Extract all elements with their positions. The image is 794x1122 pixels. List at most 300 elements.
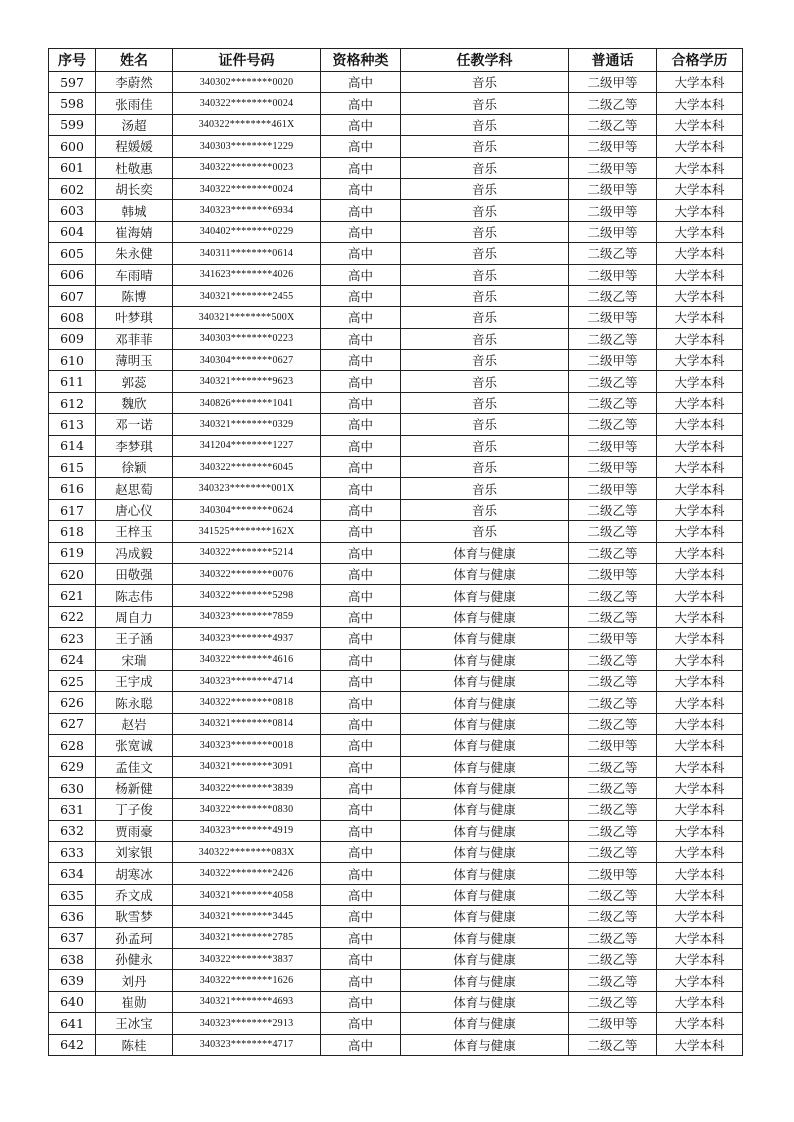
name-cell: 王冰宝 xyxy=(96,1013,173,1034)
name-cell: 张宽诚 xyxy=(96,735,173,756)
id-number-cell: 340322********1626 xyxy=(173,970,321,991)
name-cell: 张雨佳 xyxy=(96,93,173,114)
subject-cell: 音乐 xyxy=(401,328,569,349)
subject-cell: 音乐 xyxy=(401,243,569,264)
subject-cell: 音乐 xyxy=(401,499,569,520)
name-cell: 宋瑞 xyxy=(96,649,173,670)
subject-cell: 音乐 xyxy=(401,93,569,114)
mandarin-level-cell: 二级乙等 xyxy=(569,777,657,798)
seq-cell: 601 xyxy=(49,157,96,178)
table-row xyxy=(49,949,743,970)
table-row xyxy=(49,371,743,392)
table-row xyxy=(49,307,743,328)
name-cell: 刘丹 xyxy=(96,970,173,991)
id-number-cell: 340321********2455 xyxy=(173,285,321,306)
education-cell: 大学本科 xyxy=(657,72,743,93)
education-cell: 大学本科 xyxy=(657,927,743,948)
header-education: 合格学历 xyxy=(657,49,743,72)
subject-cell: 体育与健康 xyxy=(401,649,569,670)
qualification-type-cell: 高中 xyxy=(321,949,401,970)
qualification-type-cell: 高中 xyxy=(321,970,401,991)
name-cell: 胡长奕 xyxy=(96,178,173,199)
education-cell: 大学本科 xyxy=(657,585,743,606)
education-cell: 大学本科 xyxy=(657,756,743,777)
name-cell: 崔海婧 xyxy=(96,221,173,242)
mandarin-level-cell: 二级乙等 xyxy=(569,799,657,820)
qualification-type-cell: 高中 xyxy=(321,692,401,713)
qualification-type-cell: 高中 xyxy=(321,713,401,734)
id-number-cell: 340322********0830 xyxy=(173,799,321,820)
id-number-cell: 340302********0020 xyxy=(173,72,321,93)
table-row xyxy=(49,735,743,756)
seq-cell: 619 xyxy=(49,542,96,563)
mandarin-level-cell: 二级甲等 xyxy=(569,136,657,157)
table-row xyxy=(49,264,743,285)
subject-cell: 音乐 xyxy=(401,200,569,221)
mandarin-level-cell: 二级乙等 xyxy=(569,906,657,927)
table-row xyxy=(49,521,743,542)
header-subject: 任教学科 xyxy=(401,49,569,72)
qualification-type-cell: 高中 xyxy=(321,927,401,948)
qualification-type-cell: 高中 xyxy=(321,328,401,349)
table-row xyxy=(49,392,743,413)
education-cell: 大学本科 xyxy=(657,1034,743,1055)
education-cell: 大学本科 xyxy=(657,649,743,670)
education-cell: 大学本科 xyxy=(657,906,743,927)
qualification-type-cell: 高中 xyxy=(321,157,401,178)
id-number-cell: 340321********0329 xyxy=(173,414,321,435)
id-number-cell: 340322********3837 xyxy=(173,949,321,970)
name-cell: 汤超 xyxy=(96,114,173,135)
id-number-cell: 341623********4026 xyxy=(173,264,321,285)
education-cell: 大学本科 xyxy=(657,799,743,820)
seq-cell: 613 xyxy=(49,414,96,435)
name-cell: 徐颖 xyxy=(96,457,173,478)
subject-cell: 体育与健康 xyxy=(401,542,569,563)
name-cell: 王梓玉 xyxy=(96,521,173,542)
qualification-type-cell: 高中 xyxy=(321,799,401,820)
subject-cell: 音乐 xyxy=(401,136,569,157)
subject-cell: 体育与健康 xyxy=(401,735,569,756)
table-row xyxy=(49,927,743,948)
table-row xyxy=(49,114,743,135)
mandarin-level-cell: 二级乙等 xyxy=(569,820,657,841)
seq-cell: 607 xyxy=(49,285,96,306)
mandarin-level-cell: 二级甲等 xyxy=(569,457,657,478)
education-cell: 大学本科 xyxy=(657,307,743,328)
mandarin-level-cell: 二级甲等 xyxy=(569,307,657,328)
name-cell: 陈永聪 xyxy=(96,692,173,713)
qualification-roster-table xyxy=(48,48,743,1056)
qualification-type-cell: 高中 xyxy=(321,735,401,756)
mandarin-level-cell: 二级甲等 xyxy=(569,478,657,499)
seq-cell: 614 xyxy=(49,435,96,456)
education-cell: 大学本科 xyxy=(657,371,743,392)
subject-cell: 音乐 xyxy=(401,285,569,306)
subject-cell: 音乐 xyxy=(401,435,569,456)
education-cell: 大学本科 xyxy=(657,435,743,456)
education-cell: 大学本科 xyxy=(657,842,743,863)
name-cell: 韩城 xyxy=(96,200,173,221)
table-row xyxy=(49,136,743,157)
education-cell: 大学本科 xyxy=(657,863,743,884)
table-row xyxy=(49,542,743,563)
qualification-type-cell: 高中 xyxy=(321,842,401,863)
qualification-type-cell: 高中 xyxy=(321,906,401,927)
id-number-cell: 340323********001X xyxy=(173,478,321,499)
table-row xyxy=(49,1034,743,1055)
seq-cell: 632 xyxy=(49,820,96,841)
id-number-cell: 340323********4919 xyxy=(173,820,321,841)
table-row xyxy=(49,157,743,178)
name-cell: 孟佳文 xyxy=(96,756,173,777)
qualification-type-cell: 高中 xyxy=(321,649,401,670)
subject-cell: 体育与健康 xyxy=(401,670,569,691)
mandarin-level-cell: 二级乙等 xyxy=(569,756,657,777)
qualification-type-cell: 高中 xyxy=(321,521,401,542)
header-seq: 序号 xyxy=(49,49,96,72)
qualification-type-cell: 高中 xyxy=(321,478,401,499)
education-cell: 大学本科 xyxy=(657,1013,743,1034)
subject-cell: 体育与健康 xyxy=(401,585,569,606)
subject-cell: 音乐 xyxy=(401,264,569,285)
seq-cell: 639 xyxy=(49,970,96,991)
table-row xyxy=(49,820,743,841)
mandarin-level-cell: 二级甲等 xyxy=(569,863,657,884)
name-cell: 刘家银 xyxy=(96,842,173,863)
mandarin-level-cell: 二级甲等 xyxy=(569,350,657,371)
table-row xyxy=(49,200,743,221)
education-cell: 大学本科 xyxy=(657,264,743,285)
name-cell: 朱永健 xyxy=(96,243,173,264)
seq-cell: 604 xyxy=(49,221,96,242)
mandarin-level-cell: 二级甲等 xyxy=(569,628,657,649)
education-cell: 大学本科 xyxy=(657,713,743,734)
seq-cell: 626 xyxy=(49,692,96,713)
mandarin-level-cell: 二级乙等 xyxy=(569,93,657,114)
seq-cell: 635 xyxy=(49,884,96,905)
id-number-cell: 340322********0024 xyxy=(173,178,321,199)
mandarin-level-cell: 二级乙等 xyxy=(569,949,657,970)
subject-cell: 体育与健康 xyxy=(401,927,569,948)
table-row xyxy=(49,884,743,905)
id-number-cell: 340322********4616 xyxy=(173,649,321,670)
mandarin-level-cell: 二级乙等 xyxy=(569,842,657,863)
mandarin-level-cell: 二级乙等 xyxy=(569,670,657,691)
name-cell: 薄明玉 xyxy=(96,350,173,371)
qualification-type-cell: 高中 xyxy=(321,285,401,306)
subject-cell: 体育与健康 xyxy=(401,1034,569,1055)
table-row xyxy=(49,328,743,349)
name-cell: 周自力 xyxy=(96,606,173,627)
qualification-type-cell: 高中 xyxy=(321,499,401,520)
name-cell: 魏欣 xyxy=(96,392,173,413)
id-number-cell: 340321********2785 xyxy=(173,927,321,948)
id-number-cell: 340304********0624 xyxy=(173,499,321,520)
seq-cell: 605 xyxy=(49,243,96,264)
qualification-type-cell: 高中 xyxy=(321,136,401,157)
header-mandarin-level: 普通话 xyxy=(569,49,657,72)
id-number-cell: 340402********0229 xyxy=(173,221,321,242)
table-row xyxy=(49,606,743,627)
table-row xyxy=(49,713,743,734)
education-cell: 大学本科 xyxy=(657,392,743,413)
id-number-cell: 340322********0024 xyxy=(173,93,321,114)
id-number-cell: 340311********0614 xyxy=(173,243,321,264)
table-row xyxy=(49,414,743,435)
subject-cell: 体育与健康 xyxy=(401,863,569,884)
seq-cell: 598 xyxy=(49,93,96,114)
subject-cell: 音乐 xyxy=(401,114,569,135)
id-number-cell: 340323********4937 xyxy=(173,628,321,649)
name-cell: 郭蕊 xyxy=(96,371,173,392)
id-number-cell: 340321********500X xyxy=(173,307,321,328)
subject-cell: 体育与健康 xyxy=(401,713,569,734)
id-number-cell: 340322********0023 xyxy=(173,157,321,178)
mandarin-level-cell: 二级乙等 xyxy=(569,371,657,392)
mandarin-level-cell: 二级乙等 xyxy=(569,713,657,734)
table-row xyxy=(49,350,743,371)
header-id-number: 证件号码 xyxy=(173,49,321,72)
mandarin-level-cell: 二级乙等 xyxy=(569,542,657,563)
id-number-cell: 340322********0076 xyxy=(173,563,321,584)
header-qualification-type: 资格种类 xyxy=(321,49,401,72)
name-cell: 程媛媛 xyxy=(96,136,173,157)
qualification-type-cell: 高中 xyxy=(321,114,401,135)
mandarin-level-cell: 二级乙等 xyxy=(569,499,657,520)
seq-cell: 617 xyxy=(49,499,96,520)
table-row xyxy=(49,970,743,991)
qualification-type-cell: 高中 xyxy=(321,371,401,392)
qualification-type-cell: 高中 xyxy=(321,414,401,435)
education-cell: 大学本科 xyxy=(657,221,743,242)
mandarin-level-cell: 二级乙等 xyxy=(569,991,657,1012)
seq-cell: 640 xyxy=(49,991,96,1012)
mandarin-level-cell: 二级乙等 xyxy=(569,521,657,542)
education-cell: 大学本科 xyxy=(657,457,743,478)
subject-cell: 音乐 xyxy=(401,178,569,199)
id-number-cell: 340322********3839 xyxy=(173,777,321,798)
name-cell: 杜敬惠 xyxy=(96,157,173,178)
seq-cell: 634 xyxy=(49,863,96,884)
subject-cell: 体育与健康 xyxy=(401,606,569,627)
id-number-cell: 340321********0814 xyxy=(173,713,321,734)
seq-cell: 637 xyxy=(49,927,96,948)
mandarin-level-cell: 二级甲等 xyxy=(569,1013,657,1034)
table-row xyxy=(49,628,743,649)
subject-cell: 体育与健康 xyxy=(401,756,569,777)
education-cell: 大学本科 xyxy=(657,991,743,1012)
name-cell: 崔勋 xyxy=(96,991,173,1012)
name-cell: 陈桂 xyxy=(96,1034,173,1055)
mandarin-level-cell: 二级乙等 xyxy=(569,328,657,349)
id-number-cell: 340322********5214 xyxy=(173,542,321,563)
table-row xyxy=(49,1013,743,1034)
id-number-cell: 340323********4717 xyxy=(173,1034,321,1055)
seq-cell: 612 xyxy=(49,392,96,413)
seq-cell: 597 xyxy=(49,72,96,93)
table-row xyxy=(49,906,743,927)
seq-cell: 603 xyxy=(49,200,96,221)
table-row xyxy=(49,649,743,670)
id-number-cell: 341525********162X xyxy=(173,521,321,542)
qualification-type-cell: 高中 xyxy=(321,628,401,649)
name-cell: 叶梦琪 xyxy=(96,307,173,328)
education-cell: 大学本科 xyxy=(657,949,743,970)
table-row xyxy=(49,457,743,478)
name-cell: 王子涵 xyxy=(96,628,173,649)
seq-cell: 600 xyxy=(49,136,96,157)
seq-cell: 616 xyxy=(49,478,96,499)
name-cell: 孙健永 xyxy=(96,949,173,970)
seq-cell: 615 xyxy=(49,457,96,478)
name-cell: 杨新健 xyxy=(96,777,173,798)
seq-cell: 611 xyxy=(49,371,96,392)
education-cell: 大学本科 xyxy=(657,328,743,349)
mandarin-level-cell: 二级乙等 xyxy=(569,414,657,435)
education-cell: 大学本科 xyxy=(657,563,743,584)
table-row xyxy=(49,499,743,520)
table-row xyxy=(49,72,743,93)
mandarin-level-cell: 二级甲等 xyxy=(569,178,657,199)
subject-cell: 体育与健康 xyxy=(401,628,569,649)
qualification-type-cell: 高中 xyxy=(321,777,401,798)
subject-cell: 体育与健康 xyxy=(401,949,569,970)
education-cell: 大学本科 xyxy=(657,670,743,691)
subject-cell: 音乐 xyxy=(401,157,569,178)
table-row xyxy=(49,777,743,798)
seq-cell: 624 xyxy=(49,649,96,670)
subject-cell: 体育与健康 xyxy=(401,799,569,820)
education-cell: 大学本科 xyxy=(657,350,743,371)
qualification-type-cell: 高中 xyxy=(321,307,401,328)
id-number-cell: 340323********2913 xyxy=(173,1013,321,1034)
qualification-type-cell: 高中 xyxy=(321,991,401,1012)
name-cell: 赵思萄 xyxy=(96,478,173,499)
seq-cell: 631 xyxy=(49,799,96,820)
subject-cell: 音乐 xyxy=(401,221,569,242)
table-row xyxy=(49,285,743,306)
qualification-type-cell: 高中 xyxy=(321,221,401,242)
qualification-type-cell: 高中 xyxy=(321,200,401,221)
qualification-type-cell: 高中 xyxy=(321,435,401,456)
seq-cell: 622 xyxy=(49,606,96,627)
seq-cell: 625 xyxy=(49,670,96,691)
name-cell: 田敬强 xyxy=(96,563,173,584)
seq-cell: 638 xyxy=(49,949,96,970)
mandarin-level-cell: 二级乙等 xyxy=(569,927,657,948)
qualification-type-cell: 高中 xyxy=(321,1013,401,1034)
qualification-type-cell: 高中 xyxy=(321,457,401,478)
education-cell: 大学本科 xyxy=(657,777,743,798)
education-cell: 大学本科 xyxy=(657,200,743,221)
education-cell: 大学本科 xyxy=(657,884,743,905)
name-cell: 贾雨豪 xyxy=(96,820,173,841)
education-cell: 大学本科 xyxy=(657,478,743,499)
mandarin-level-cell: 二级乙等 xyxy=(569,285,657,306)
qualification-type-cell: 高中 xyxy=(321,392,401,413)
seq-cell: 636 xyxy=(49,906,96,927)
subject-cell: 音乐 xyxy=(401,307,569,328)
qualification-type-cell: 高中 xyxy=(321,606,401,627)
subject-cell: 体育与健康 xyxy=(401,1013,569,1034)
qualification-type-cell: 高中 xyxy=(321,542,401,563)
subject-cell: 音乐 xyxy=(401,371,569,392)
seq-cell: 623 xyxy=(49,628,96,649)
table-row xyxy=(49,842,743,863)
mandarin-level-cell: 二级甲等 xyxy=(569,435,657,456)
table-row xyxy=(49,178,743,199)
subject-cell: 音乐 xyxy=(401,478,569,499)
seq-cell: 630 xyxy=(49,777,96,798)
seq-cell: 620 xyxy=(49,563,96,584)
id-number-cell: 340322********461X xyxy=(173,114,321,135)
mandarin-level-cell: 二级乙等 xyxy=(569,970,657,991)
table-header-row xyxy=(49,49,743,72)
mandarin-level-cell: 二级乙等 xyxy=(569,692,657,713)
seq-cell: 628 xyxy=(49,735,96,756)
name-cell: 赵岩 xyxy=(96,713,173,734)
id-number-cell: 340826********1041 xyxy=(173,392,321,413)
education-cell: 大学本科 xyxy=(657,93,743,114)
education-cell: 大学本科 xyxy=(657,970,743,991)
table-row xyxy=(49,863,743,884)
mandarin-level-cell: 二级乙等 xyxy=(569,649,657,670)
subject-cell: 音乐 xyxy=(401,457,569,478)
mandarin-level-cell: 二级甲等 xyxy=(569,221,657,242)
id-number-cell: 340303********0223 xyxy=(173,328,321,349)
table-row xyxy=(49,692,743,713)
table-row xyxy=(49,563,743,584)
education-cell: 大学本科 xyxy=(657,178,743,199)
subject-cell: 体育与健康 xyxy=(401,692,569,713)
qualification-type-cell: 高中 xyxy=(321,756,401,777)
id-number-cell: 340323********4714 xyxy=(173,670,321,691)
id-number-cell: 340323********6934 xyxy=(173,200,321,221)
name-cell: 车雨晴 xyxy=(96,264,173,285)
seq-cell: 633 xyxy=(49,842,96,863)
mandarin-level-cell: 二级甲等 xyxy=(569,264,657,285)
subject-cell: 体育与健康 xyxy=(401,820,569,841)
subject-cell: 体育与健康 xyxy=(401,970,569,991)
mandarin-level-cell: 二级甲等 xyxy=(569,563,657,584)
education-cell: 大学本科 xyxy=(657,414,743,435)
id-number-cell: 340322********6045 xyxy=(173,457,321,478)
id-number-cell: 340321********9623 xyxy=(173,371,321,392)
qualification-type-cell: 高中 xyxy=(321,72,401,93)
seq-cell: 618 xyxy=(49,521,96,542)
qualification-type-cell: 高中 xyxy=(321,863,401,884)
table-row xyxy=(49,435,743,456)
education-cell: 大学本科 xyxy=(657,628,743,649)
name-cell: 王宇成 xyxy=(96,670,173,691)
seq-cell: 609 xyxy=(49,328,96,349)
seq-cell: 642 xyxy=(49,1034,96,1055)
table-row xyxy=(49,756,743,777)
table-body xyxy=(49,72,743,1056)
subject-cell: 音乐 xyxy=(401,392,569,413)
subject-cell: 音乐 xyxy=(401,414,569,435)
table-row xyxy=(49,991,743,1012)
mandarin-level-cell: 二级乙等 xyxy=(569,392,657,413)
mandarin-level-cell: 二级乙等 xyxy=(569,884,657,905)
id-number-cell: 340322********0818 xyxy=(173,692,321,713)
subject-cell: 音乐 xyxy=(401,350,569,371)
education-cell: 大学本科 xyxy=(657,521,743,542)
education-cell: 大学本科 xyxy=(657,285,743,306)
id-number-cell: 340321********4693 xyxy=(173,991,321,1012)
table-row xyxy=(49,478,743,499)
